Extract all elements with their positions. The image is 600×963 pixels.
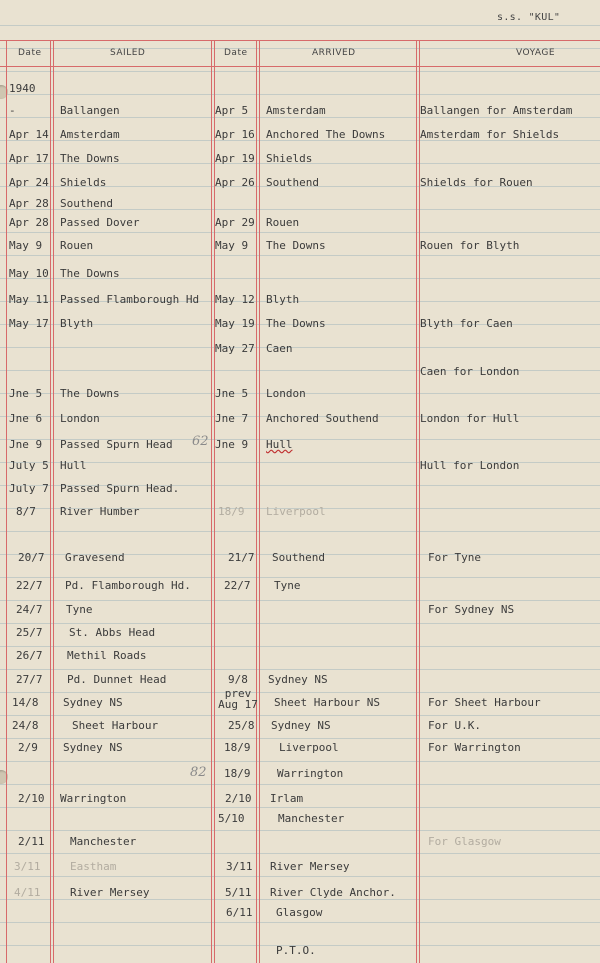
arrived-place: Anchored The Downs	[266, 128, 386, 141]
voyage-route: For U.K.	[428, 719, 481, 732]
sailed-date: May 9	[9, 239, 43, 252]
sailed-place: Passed Spurn Head	[60, 438, 173, 451]
header-top-rule	[0, 40, 600, 41]
sailed-date: 2/10	[18, 792, 45, 805]
header-voyage: VOYAGE	[516, 48, 556, 58]
sailed-place: Shields	[60, 176, 107, 189]
sailed-date: 24/7	[16, 603, 43, 616]
sailed-place: The Downs	[60, 387, 120, 400]
voyage-route: Ballangen for Amsterdam	[420, 104, 573, 117]
sailed-place: River Humber	[60, 505, 140, 518]
sailed-date: Jne 5	[9, 387, 43, 400]
arrived-place: London	[266, 387, 306, 400]
arrived-place: Tyne	[274, 579, 301, 592]
arrived-date: 18/9	[218, 505, 245, 518]
arrived-place: Warrington	[277, 767, 344, 780]
sailed-place: Rouen	[60, 239, 94, 252]
arrived-place: Amsterdam	[266, 104, 326, 117]
sailed-date: 20/7	[18, 551, 45, 564]
sailed-date: July 5	[9, 459, 49, 472]
sailed-date: 2/11	[18, 835, 45, 848]
arrived-place: Glasgow	[276, 906, 323, 919]
sailed-place: Amsterdam	[60, 128, 120, 141]
header-bottom-rule	[0, 66, 600, 67]
sailed-date: -	[9, 104, 16, 117]
arrived-date: May 12	[215, 293, 255, 306]
voyage-route: Amsterdam for Shields	[420, 128, 560, 141]
sailed-place: Sheet Harbour	[72, 719, 159, 732]
voyage-route: Shields for Rouen	[420, 176, 533, 189]
sailed-place: The Downs	[60, 267, 120, 280]
arrived-date: 5/10	[218, 812, 245, 825]
sailed-date: May 10	[9, 267, 49, 280]
arrived-place: Southend	[266, 176, 319, 189]
header-date-sailed: Date	[18, 48, 42, 58]
arrived-place: Irlam	[270, 792, 304, 805]
sailed-date: May 17	[9, 317, 49, 330]
sailed-place: Eastham	[70, 860, 117, 873]
arrived-place: River Mersey	[270, 860, 350, 873]
sailed-place: Methil Roads	[67, 649, 147, 662]
year-label: 1940	[9, 82, 36, 95]
sailed-place: The Downs	[60, 152, 120, 165]
margin-mark-spurn: 62	[192, 434, 209, 449]
arrived-date: May 27	[215, 342, 255, 355]
header-date-arrived: Date	[224, 48, 248, 58]
sailed-place: Passed Spurn Head.	[60, 482, 180, 495]
arrived-date: 25/8	[228, 719, 255, 732]
arrived-place: Shields	[266, 152, 313, 165]
arrived-date: 21/7	[228, 551, 255, 564]
sailed-date: Apr 24	[9, 176, 49, 189]
sailed-date: May 11	[9, 293, 49, 306]
column-rule-date2	[256, 40, 257, 963]
arrived-date: May 9	[215, 239, 249, 252]
arrived-date: Jne 5	[215, 387, 249, 400]
sailed-place: Passed Flamborough Hd	[60, 293, 200, 306]
arrived-date: 3/11	[226, 860, 253, 873]
arrived-place: The Downs	[266, 317, 326, 330]
sailed-place: Blyth	[60, 317, 94, 330]
sailed-date: 2/9	[18, 741, 38, 754]
sailed-date: 14/8	[12, 696, 39, 709]
arrived-date: Apr 5	[215, 104, 249, 117]
arrived-place: Rouen	[266, 216, 300, 229]
column-rule-arrived	[416, 40, 417, 963]
arrived-date: 22/7	[224, 579, 251, 592]
arrived-date: 5/11	[225, 886, 252, 899]
sailed-date: 25/7	[16, 626, 43, 639]
column-rule-left	[6, 40, 7, 963]
sailed-date: 8/7	[16, 505, 36, 518]
sailed-date: 26/7	[16, 649, 43, 662]
voyage-route: For Glasgow	[428, 835, 501, 848]
voyage-route: For Warrington	[428, 741, 521, 754]
voyage-route: For Sheet Harbour	[428, 696, 541, 709]
arrived-date: Apr 26	[215, 176, 255, 189]
sailed-place: Manchester	[70, 835, 137, 848]
sailed-date: 3/11	[14, 860, 41, 873]
ship-name: s.s. "KUL"	[497, 12, 561, 23]
header-arrived: ARRIVED	[312, 48, 356, 58]
voyage-route: Hull for London	[420, 459, 520, 472]
sailed-date: Apr 17	[9, 152, 49, 165]
sailed-date: 22/7	[16, 579, 43, 592]
arrived-date: 18/9	[224, 741, 251, 754]
arrived-date: 18/9	[224, 767, 251, 780]
sailed-place: Southend	[60, 197, 113, 210]
footer-pto: P.T.O.	[276, 944, 316, 957]
sailed-place: Sydney NS	[63, 741, 123, 754]
sailed-place: Gravesend	[65, 551, 125, 564]
arrived-place: Anchored Southend	[266, 412, 379, 425]
arrived-date: Jne 7	[215, 412, 249, 425]
sailed-date: Apr 28	[9, 197, 49, 210]
arrived-place: Hull	[266, 438, 293, 451]
arrived-date: 9/8	[228, 673, 248, 686]
arrived-place: Caen	[266, 342, 293, 355]
arrived-place: Sydney NS	[268, 673, 328, 686]
voyage-route: Rouen for Blyth	[420, 239, 520, 252]
arrived-place: Sydney NS	[271, 719, 331, 732]
margin-mark-warrington: 82	[190, 765, 207, 780]
sailed-place: St. Abbs Head	[69, 626, 156, 639]
arrived-date: Apr 19	[215, 152, 255, 165]
arrived-place: Blyth	[266, 293, 300, 306]
voyage-route: For Sydney NS	[428, 603, 515, 616]
sailed-place: Hull	[60, 459, 87, 472]
sailed-date: 4/11	[14, 886, 41, 899]
sailed-place: River Mersey	[70, 886, 150, 899]
arrived-date: 2/10	[225, 792, 252, 805]
voyage-route: Blyth for Caen	[420, 317, 513, 330]
arrived-date: prev Aug 17	[218, 687, 258, 711]
sailed-place: Ballangen	[60, 104, 120, 117]
sailed-date: Apr 28	[9, 216, 49, 229]
arrived-place: Southend	[272, 551, 325, 564]
arrived-place: Manchester	[278, 812, 345, 825]
sailed-place: London	[60, 412, 100, 425]
arrived-date: May 19	[215, 317, 255, 330]
voyage-route: For Tyne	[428, 551, 481, 564]
sailed-place: Passed Dover	[60, 216, 140, 229]
arrived-place: Sheet Harbour NS	[274, 696, 380, 709]
voyage-route: London for Hull	[420, 412, 520, 425]
column-rule-sailed	[211, 40, 212, 963]
voyage-route: Caen for London	[420, 365, 520, 378]
sailed-place: Warrington	[60, 792, 127, 805]
sailed-place: Tyne	[66, 603, 93, 616]
arrived-place: River Clyde Anchor.	[270, 886, 396, 899]
sailed-date: July 7	[9, 482, 49, 495]
sailed-date: Apr 14	[9, 128, 49, 141]
sailed-place: Pd. Flamborough Hd.	[65, 579, 191, 592]
sailed-date: 24/8	[12, 719, 39, 732]
arrived-place: The Downs	[266, 239, 326, 252]
arrived-date: Apr 16	[215, 128, 255, 141]
sailed-date: 27/7	[16, 673, 43, 686]
arrived-date: Apr 29	[215, 216, 255, 229]
sailed-date: Jne 9	[9, 438, 43, 451]
arrived-place: Liverpool	[279, 741, 339, 754]
sailed-date: Jne 6	[9, 412, 43, 425]
header-sailed: SAILED	[110, 48, 146, 58]
sailed-place: Sydney NS	[63, 696, 123, 709]
arrived-date: 6/11	[226, 906, 253, 919]
sailed-place: Pd. Dunnet Head	[67, 673, 167, 686]
column-rule-date1	[50, 40, 51, 963]
arrived-date: Jne 9	[215, 438, 249, 451]
arrived-place: Liverpool	[266, 505, 326, 518]
